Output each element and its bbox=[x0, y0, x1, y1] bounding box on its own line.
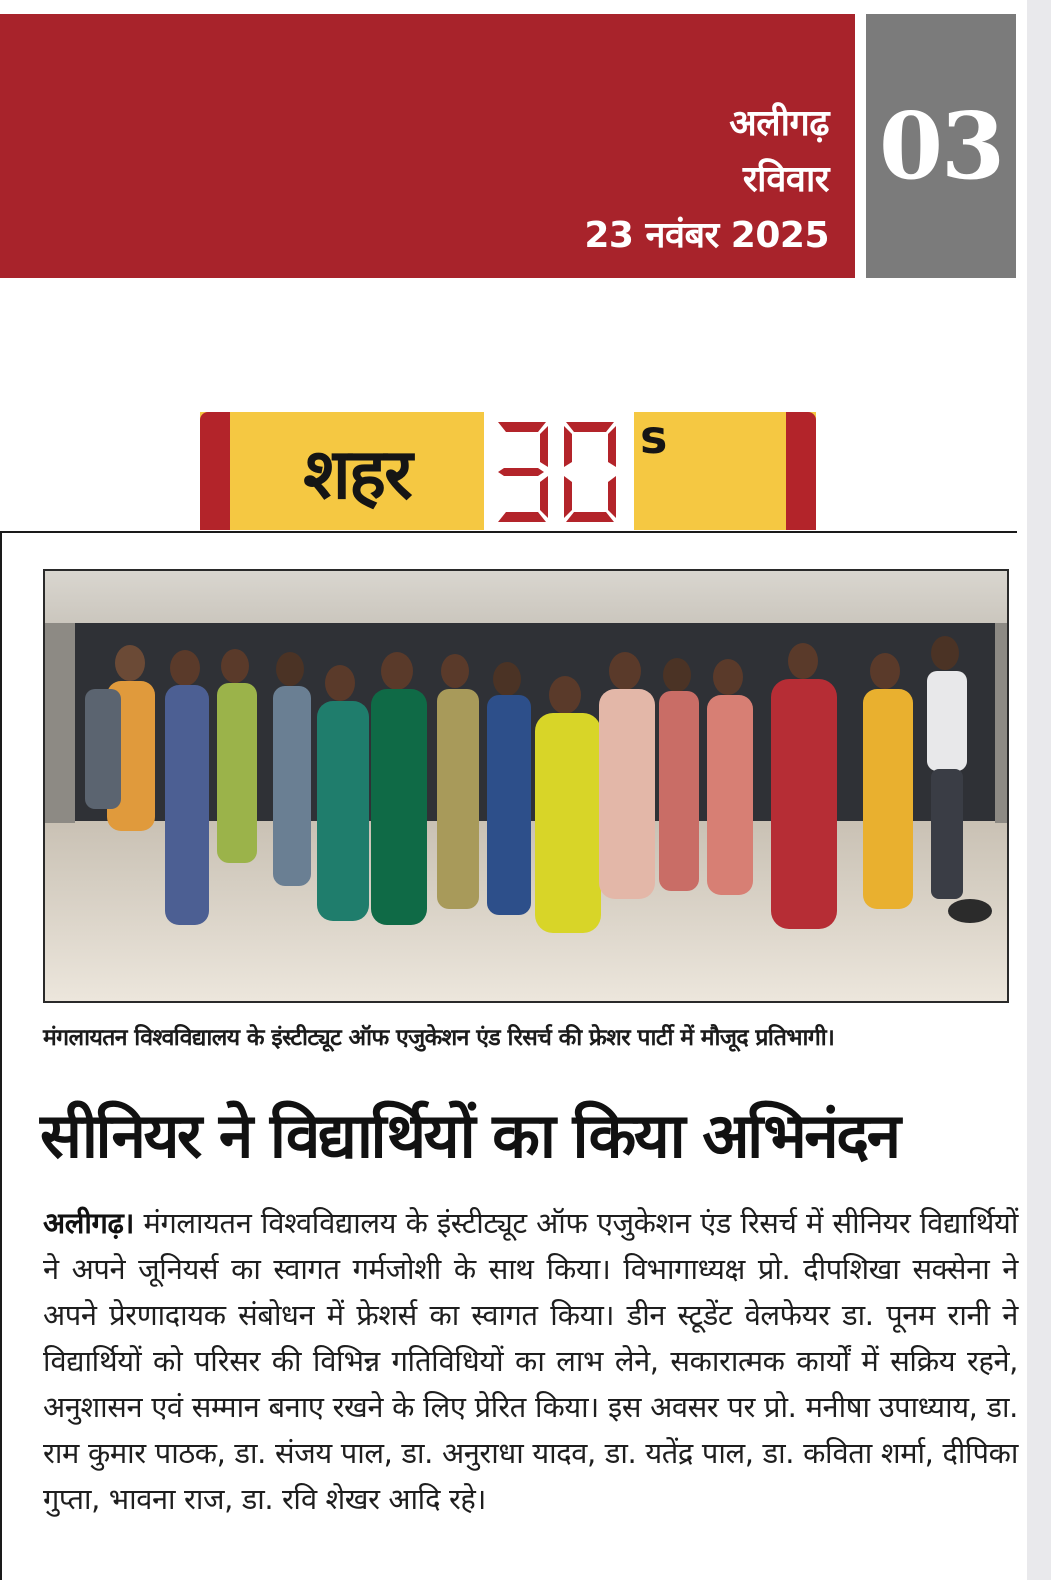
group-photo-illustration bbox=[45, 571, 1007, 1001]
badge-right-cap bbox=[786, 412, 816, 530]
page-number: 03 bbox=[866, 14, 1016, 278]
photo-caption: मंगलायतन विश्वविद्यालय के इंस्टीट्यूट ऑफ एजुकेशन एंड रिसर्च की फ्रेशर पार्टी में मौजूद प्रतिभागी। bbox=[43, 1025, 835, 1051]
group-photo bbox=[43, 569, 1009, 1003]
article-body-text: मंगलायतन विश्वविद्यालय के इंस्टीट्यूट ऑफ एजुकेशन एंड रिसर्च में सीनियर विद्यार्थियों ने अपने जूनियर्स का स्वागत गर्मजोशी के साथ किया। विभागाध्यक्ष प्रो. दीपशिखा सक्सेना ने अपने प्रेरणादायक संबोधन में फ्रेशर्स का स्वागत किया। डीन स्टूडेंट वेलफेयर डा. पूनम रानी ने विद्यार्थियों को परिसर की विभिन्न गतिविधियों का लाभ लेने, सकारात्मक कार्यों में सक्रिय रहने, अनुशासन एवं सम्मान बनाए रखने के लिए प्रेरित किया। इस अवसर पर प्रो. मनीषा उपाध्याय, डा. राम कुमार पाठक, डा. संजय पाल, डा. अनुराधा यादव, डा. यतेंद्र पाल, डा. कविता शर्मा, दीपिका गुप्ता, भावना राज, डा. रवि शेखर आदि रहे। bbox=[43, 1206, 1018, 1516]
section-suffix: s bbox=[640, 410, 668, 464]
article-body bbox=[43, 1200, 1018, 1522]
masthead-date: 23 नवंबर 2025 bbox=[584, 215, 829, 256]
column-rule bbox=[0, 531, 2, 1580]
section-number-digital bbox=[484, 412, 634, 530]
section-rule bbox=[0, 531, 1017, 533]
article-headline: सीनियर ने विद्यार्थियों का किया अभिनंदन bbox=[40, 1099, 899, 1172]
badge-left-cap bbox=[200, 412, 230, 530]
masthead-dateline bbox=[584, 96, 829, 264]
masthead-city: अलीगढ़ bbox=[729, 103, 829, 144]
seven-segment-30 bbox=[484, 412, 634, 530]
section-name: शहर bbox=[303, 433, 411, 515]
page-edge bbox=[1027, 0, 1051, 1580]
masthead-day: रविवार bbox=[742, 159, 829, 200]
masthead-band bbox=[0, 14, 855, 278]
article-dateline: अलीगढ़। bbox=[43, 1206, 134, 1240]
